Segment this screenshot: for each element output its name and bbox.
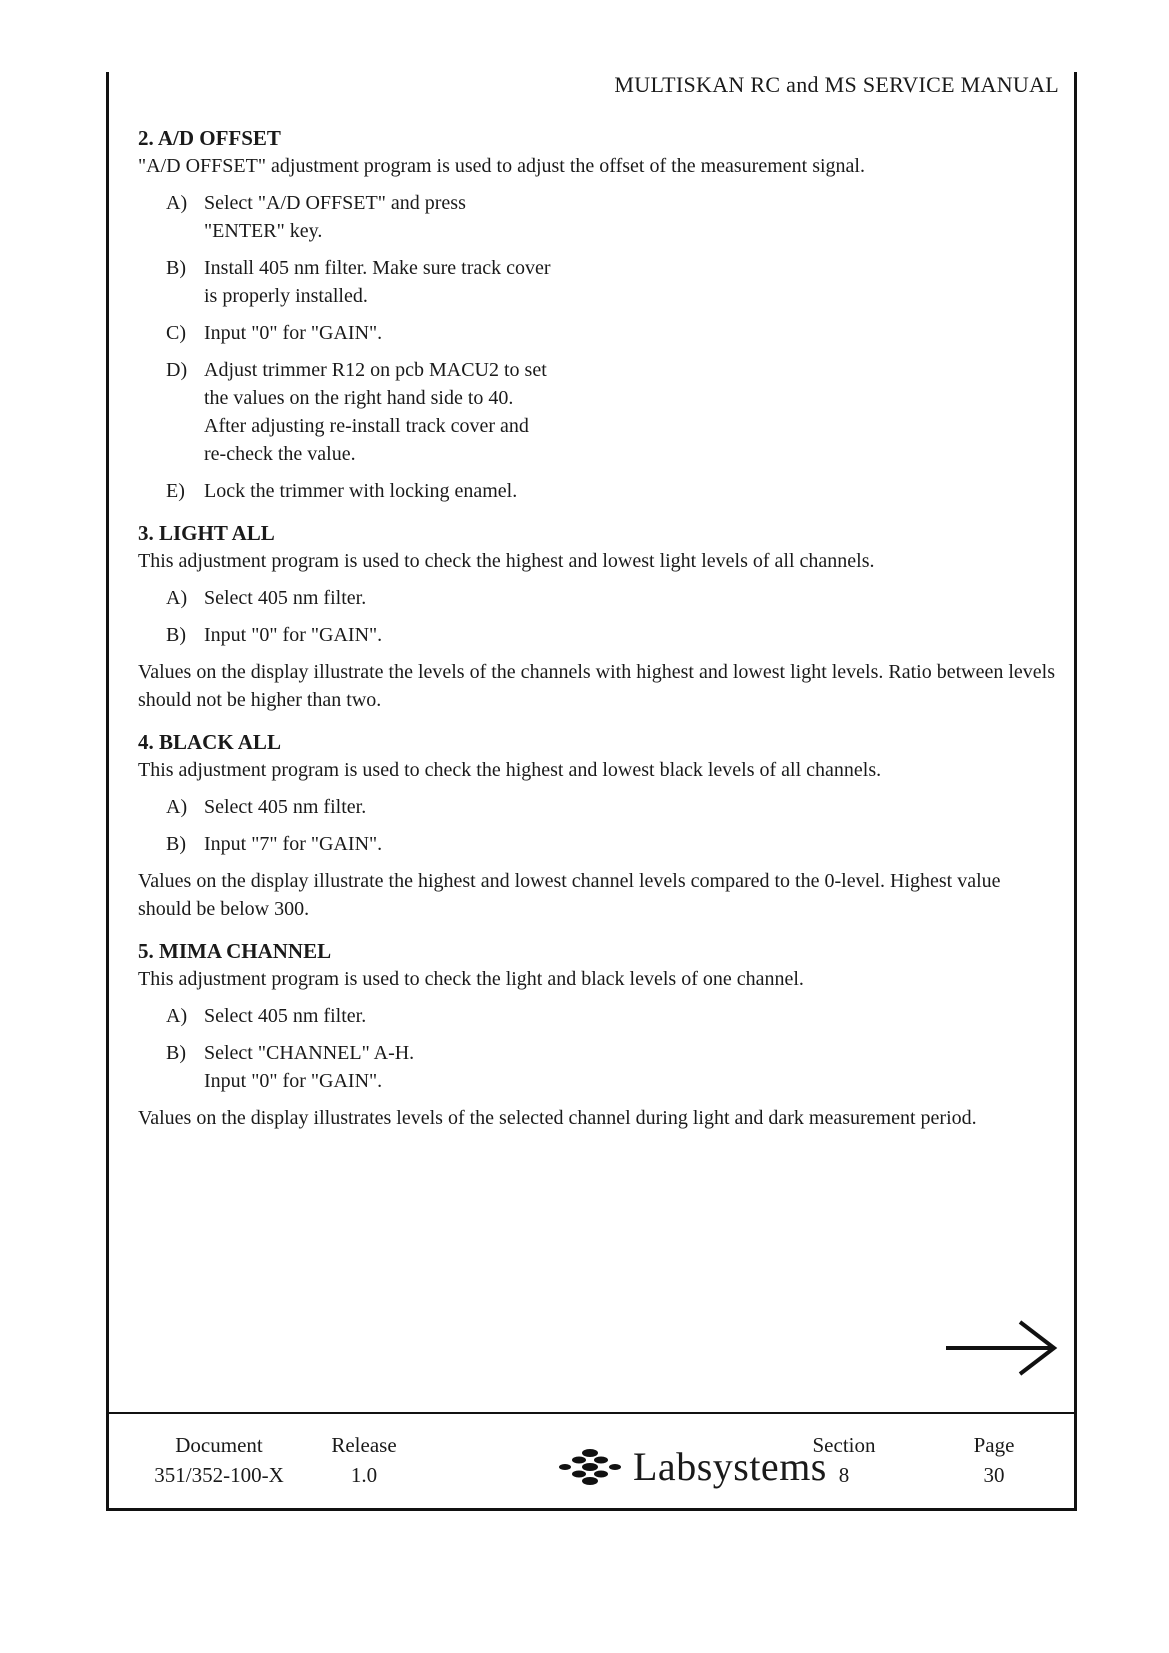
step-text: Select "A/D OFFSET" and press "ENTER" key.: [204, 192, 466, 242]
manual-title: MULTISKAN RC and MS SERVICE MANUAL: [614, 72, 1059, 97]
footer-page-label: Page: [973, 1433, 1015, 1457]
step-item: [166, 793, 1058, 821]
page-frame-left: [106, 72, 109, 1510]
step-text: Lock the trimmer with locking enamel.: [204, 480, 518, 502]
footer-release: [309, 1430, 419, 1490]
step-text: Select "CHANNEL" A-H. Input "0" for "GAIN".: [204, 1042, 415, 1092]
section-note: Values on the display illustrate the highest and lowest channel levels compared to the 0-level. Highest value should be below 300.: [138, 870, 1001, 920]
step-item: [166, 477, 1058, 505]
step-label: B): [166, 833, 186, 855]
page-frame-right: [1074, 72, 1077, 1510]
step-text: Adjust trimmer R12 on pcb MACU2 to set the values on the right hand side to 40. After adjusting re-install track cover and re-check the value.: [204, 359, 547, 465]
step-text: Select 405 nm filter.: [204, 1005, 367, 1027]
section-intro: "A/D OFFSET" adjustment program is used to adjust the offset of the measurement signal.: [138, 155, 865, 177]
step-label: D): [166, 359, 188, 381]
footer-release-label: Release: [331, 1433, 397, 1457]
step-label: E): [166, 480, 185, 502]
footer-section-value: 8: [838, 1463, 850, 1487]
section-heading: 5. MIMA CHANNEL: [138, 939, 332, 963]
step-text: Install 405 nm filter. Make sure track cover is properly installed.: [204, 257, 551, 307]
step-text: Input "0" for "GAIN".: [204, 322, 383, 344]
section-intro: This adjustment program is used to check the highest and lowest light levels of all channels.: [138, 550, 875, 572]
section-intro: This adjustment program is used to check the light and black levels of one channel.: [138, 968, 804, 990]
section-ad-offset: [138, 124, 1058, 505]
step-item: [166, 319, 1058, 347]
footer-section-label: Section: [812, 1433, 876, 1457]
section-light-all: [138, 519, 1058, 714]
document-footer: [109, 1414, 1074, 1508]
step-item: [166, 584, 1058, 612]
step-item: [166, 189, 1058, 245]
section-mima-channel: [138, 937, 1058, 1132]
footer-document: [149, 1430, 289, 1490]
step-label: B): [166, 1042, 186, 1064]
step-label: A): [166, 796, 188, 818]
step-text: Select 405 nm filter.: [204, 796, 367, 818]
footer-document-value: 351/352-100-X: [154, 1463, 284, 1487]
section-heading: 2. A/D OFFSET: [138, 126, 281, 150]
section-heading: 3. LIGHT ALL: [138, 521, 275, 545]
labsystems-logo-icon: [557, 1446, 623, 1486]
step-label: B): [166, 257, 186, 279]
step-text: Input "7" for "GAIN".: [204, 833, 383, 855]
footer-page: [949, 1430, 1039, 1490]
step-item: [166, 1002, 1058, 1030]
step-item: [166, 1039, 1058, 1095]
section-black-all: [138, 728, 1058, 923]
next-page-arrow-icon: [944, 1318, 1060, 1378]
footer-page-value: 30: [983, 1463, 1005, 1487]
footer-release-value: 1.0: [350, 1463, 378, 1487]
step-label: A): [166, 587, 188, 609]
step-item: [166, 830, 1058, 858]
step-item: [166, 356, 1058, 468]
step-text: Select 405 nm filter.: [204, 587, 367, 609]
step-text: Input "0" for "GAIN".: [204, 624, 383, 646]
footer-section: [789, 1430, 899, 1490]
step-label: B): [166, 624, 186, 646]
section-intro: This adjustment program is used to check the highest and lowest black levels of all channels.: [138, 759, 882, 781]
step-item: [166, 621, 1058, 649]
step-item: [166, 254, 1058, 310]
labsystems-logo: [557, 1438, 827, 1494]
section-note: Values on the display illustrates levels of the selected channel during light and dark measurement period.: [138, 1107, 977, 1129]
step-label: A): [166, 192, 188, 214]
step-label: A): [166, 1005, 188, 1027]
step-label: C): [166, 322, 186, 344]
section-heading: 4. BLACK ALL: [138, 730, 281, 754]
section-note: Values on the display illustrate the levels of the channels with highest and lowest light levels. Ratio between levels should not be higher than two.: [138, 661, 1056, 711]
page-content: [138, 124, 1058, 1146]
footer-bottom-rule: [106, 1508, 1077, 1511]
footer-document-label: Document: [175, 1433, 263, 1457]
logo-text: Labsystems: [633, 1443, 827, 1489]
